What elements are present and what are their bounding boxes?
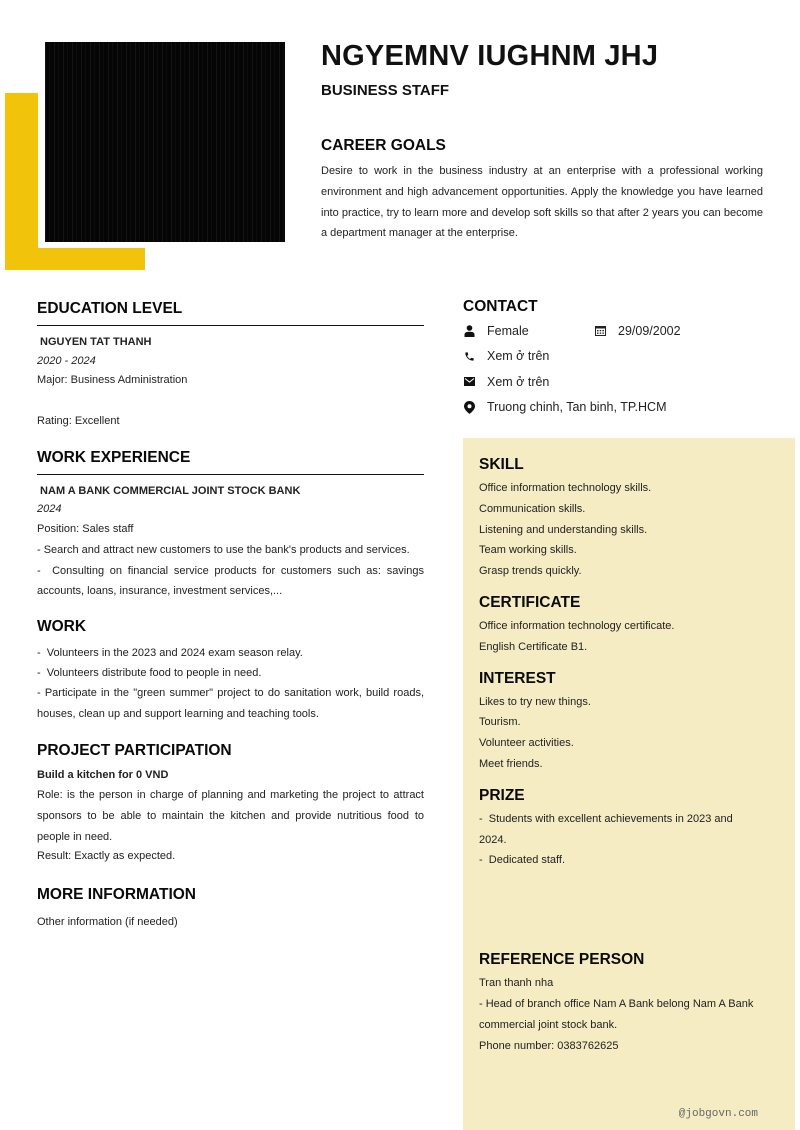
contact-birthday: 29/09/2002 <box>618 323 681 338</box>
work-experience-divider <box>37 474 424 475</box>
contact-row-phone <box>463 344 783 370</box>
interest-item: Likes to try new things. <box>479 695 591 708</box>
person-icon <box>463 325 475 337</box>
interest-item: Tourism. <box>479 716 521 729</box>
profile-photo <box>45 42 285 242</box>
work-position: Position: Sales staff <box>37 523 134 535</box>
interest-title: INTEREST <box>479 669 556 687</box>
decor-yellow-vertical <box>5 93 38 270</box>
skill-title: SKILL <box>479 456 524 473</box>
more-info-text: Other information (if needed) <box>37 916 178 928</box>
contact-address: Truong chinh, Tan binh, TP.HCM <box>487 400 667 415</box>
candidate-name: NGYEMNV IUGHNM JHJ <box>321 40 659 72</box>
work-item-1: - Volunteers in the 2023 and 2024 exam season relay. <box>37 647 303 659</box>
work-duty-1: - Search and attract new customers to use the bank's products and services. <box>37 543 410 556</box>
education-title: EDUCATION LEVEL <box>37 300 183 317</box>
more-info-section <box>37 886 424 933</box>
project-result: Result: Exactly as expected. <box>37 850 176 863</box>
reference-title: REFERENCE PERSON <box>479 951 645 969</box>
interest-item: Meet friends. <box>479 757 543 770</box>
candidate-position: BUSINESS STAFF <box>321 82 450 99</box>
skill-item: Listening and understanding skills. <box>479 523 648 536</box>
education-school: NGUYEN TAT THANH <box>37 336 152 348</box>
prize-title: PRIZE <box>479 786 525 804</box>
decor-yellow-horizontal <box>5 248 145 270</box>
contact-row-address <box>463 395 783 421</box>
contact-section <box>463 298 783 420</box>
skill-item: Communication skills. <box>479 502 586 515</box>
project-role: Role: is the person in charge of planning and marketing the project to attract sponsors to be able to maintain the kitchen and provide nutritious food to people in need. <box>37 789 424 843</box>
interest-section <box>479 670 769 775</box>
watermark: @jobgovn.com <box>678 1108 758 1120</box>
work-experience-section <box>37 449 428 602</box>
certificate-section <box>479 594 769 658</box>
skill-item: Team working skills. <box>479 544 577 557</box>
more-info-title: MORE INFORMATION <box>37 886 197 903</box>
interest-item: Volunteer activities. <box>479 737 574 750</box>
education-major: Major: Business Administration <box>37 374 188 386</box>
career-goals-title: CAREER GOALS <box>321 137 446 154</box>
work-section <box>37 618 424 725</box>
project-section <box>37 742 424 866</box>
email-icon <box>463 376 475 388</box>
certificate-title: CERTIFICATE <box>479 593 581 611</box>
certificate-item: English Certificate B1. <box>479 640 588 653</box>
education-section <box>37 300 424 430</box>
project-title: PROJECT PARTICIPATION <box>37 742 232 759</box>
education-rating: Rating: Excellent <box>37 415 120 427</box>
contact-gender: Female <box>487 323 529 338</box>
reference-detail: - Head of branch office Nam A Bank belong Nam A Bank commercial joint stock bank. <box>479 997 754 1031</box>
reference-phone: Phone number: 0383762625 <box>479 1039 619 1052</box>
contact-row-email <box>463 369 783 395</box>
contact-email: Xem ở trên <box>487 374 550 389</box>
reference-name: Tran thanh nha <box>479 977 554 990</box>
prize-item: - Dedicated staff. <box>479 854 566 867</box>
phone-icon <box>463 350 475 362</box>
career-goals-section <box>321 137 763 244</box>
prize-section <box>479 787 769 871</box>
career-goals-text: Desire to work in the business industry at an enterprise with a professional working environment and high advancement opportunities. Apply the knowledge you have learned into practice, try to learn more and develop soft skills so that after 2 years you can become a department manager at the enterprise. <box>321 165 763 240</box>
skill-item: Grasp trends quickly. <box>479 565 582 578</box>
work-duty-2: - Consulting on financial service products for customers such as: savings accounts, loans, insurance, investment services,... <box>37 564 428 598</box>
location-pin-icon <box>463 401 475 413</box>
work-item-3: - Participate in the "green summer" project to do sanitation work, build roads, houses, clean up and support learning and teaching tools. <box>37 687 424 720</box>
calendar-icon <box>594 325 606 337</box>
education-period: 2020 - 2024 <box>37 355 96 367</box>
skill-section <box>479 456 769 582</box>
right-panel <box>463 438 795 1130</box>
contact-title: CONTACT <box>463 298 538 315</box>
work-title: WORK <box>37 618 87 635</box>
contact-phone: Xem ở trên <box>487 349 550 364</box>
work-experience-title: WORK EXPERIENCE <box>37 449 191 466</box>
project-name: Build a kitchen for 0 VND <box>37 769 169 781</box>
prize-item: - Students with excellent achievements in 2023 and 2024. <box>479 812 736 846</box>
education-divider <box>37 325 424 326</box>
skill-item: Office information technology skills. <box>479 482 652 494</box>
work-item-2: - Volunteers distribute food to people in need. <box>37 666 262 679</box>
work-year: 2024 <box>37 503 62 515</box>
contact-row-gender-birthday <box>463 318 783 344</box>
work-company: NAM A BANK COMMERCIAL JOINT STOCK BANK <box>37 485 301 497</box>
reference-section <box>479 951 769 1056</box>
certificate-item: Office information technology certificate. <box>479 619 675 632</box>
